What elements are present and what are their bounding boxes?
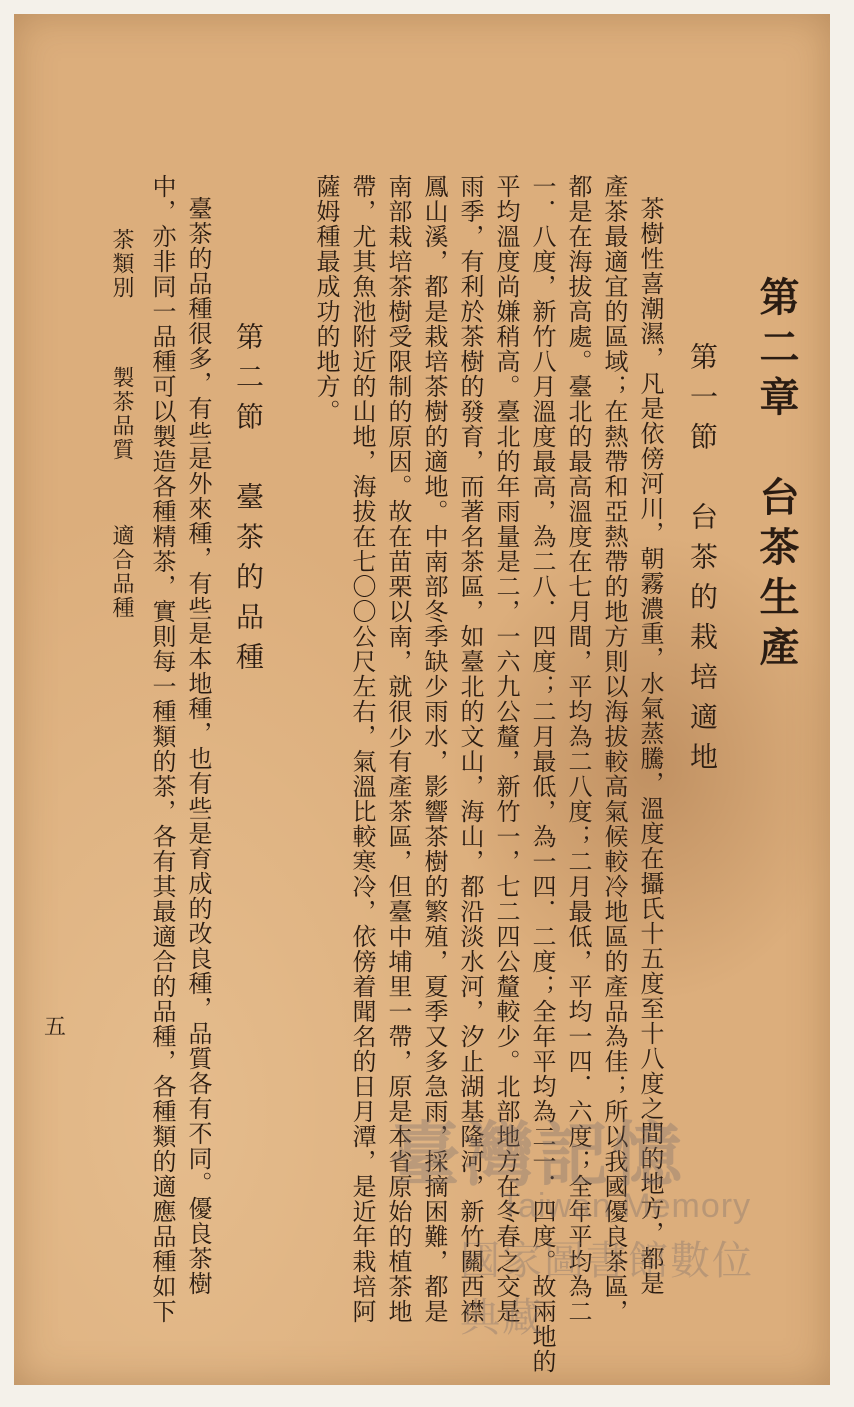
section1-line: 薩姆種最成功的地方。 bbox=[312, 174, 340, 424]
table-header-tea-type: 茶類別 bbox=[109, 228, 134, 300]
chapter-title: 第二章 台茶生產 bbox=[753, 276, 800, 676]
page-number: 五 bbox=[44, 1015, 67, 1040]
section2-line: 中，亦非同一品種可以製造各種精茶，實則每一種類的茶，各有其最適合的品種，各種類的適應品種如下 bbox=[148, 174, 176, 1324]
watermark bbox=[370, 1099, 790, 1341]
section1-heading: 第一節 台茶的栽培適地 bbox=[686, 342, 719, 782]
section1-line: 南部栽培茶樹受限制的原因。故在苗栗以南，就很少有產茶區，但臺中埔里一帶，原是本省原始的植茶地 bbox=[384, 174, 412, 1324]
section1-line: 都是在海拔高處。臺北的最高溫度在七月間，平均為二八度；二月最低，平均一四．六度；全年平均為二 bbox=[564, 174, 592, 1324]
section1-line: 雨季，有利於茶樹的發育，而著名茶區，如臺北的文山，海山，都沿淡水河，汐止湖基隆河，新竹關西襟 bbox=[456, 174, 484, 1324]
watermark-english: Taiwan Memory bbox=[500, 1187, 752, 1225]
watermark-subtitle: 國家圖書館數位典藏 bbox=[460, 1238, 754, 1341]
section1-line: 平均溫度尚嫌稍高。臺北的年雨量是二，一六九公釐，新竹一，七二四公釐較少。北部地方在冬春之交是 bbox=[492, 174, 520, 1324]
watermark-chinese: 臺灣記憶 bbox=[390, 1113, 686, 1196]
section1-line: 鳳山溪，都是栽培茶樹的適地。中南部冬季缺少雨水，影響茶樹的繁殖，夏季又多急雨，採摘困難，都是 bbox=[420, 174, 448, 1324]
section2-heading: 第二節 臺茶的品種 bbox=[232, 322, 265, 682]
book-page bbox=[14, 14, 830, 1385]
section2-line: 臺茶的品種很多，有些是外來種，有些是本地種，也有些是育成的改良種，品質各有不同。優良茶樹 bbox=[184, 196, 212, 1296]
table-header-quality: 製茶品質 bbox=[109, 366, 134, 462]
table-header-variety: 適合品種 bbox=[109, 524, 134, 620]
section1-line: 一．八度，新竹八月溫度最高，為二八．四度；二月最低，為一四．二度；全年平均為二一．四度。故兩地的 bbox=[528, 174, 556, 1374]
section1-line: 茶樹性喜潮濕，凡是依傍河川，朝霧濃重，水氣蒸騰，溫度在攝氏十五度至十八度之間的地方，都是 bbox=[636, 196, 664, 1296]
section1-line: 產茶最適宜的區域；在熱帶和亞熱帶的地方則以海拔較高氣候較冷地區的產品為佳；所以我國優良茶區， bbox=[600, 174, 628, 1324]
section1-line: 帶，尤其魚池附近的山地，海拔在七〇〇公尺左右，氣溫比較寒冷，依傍着聞名的日月潭，是近年栽培阿 bbox=[348, 174, 376, 1324]
